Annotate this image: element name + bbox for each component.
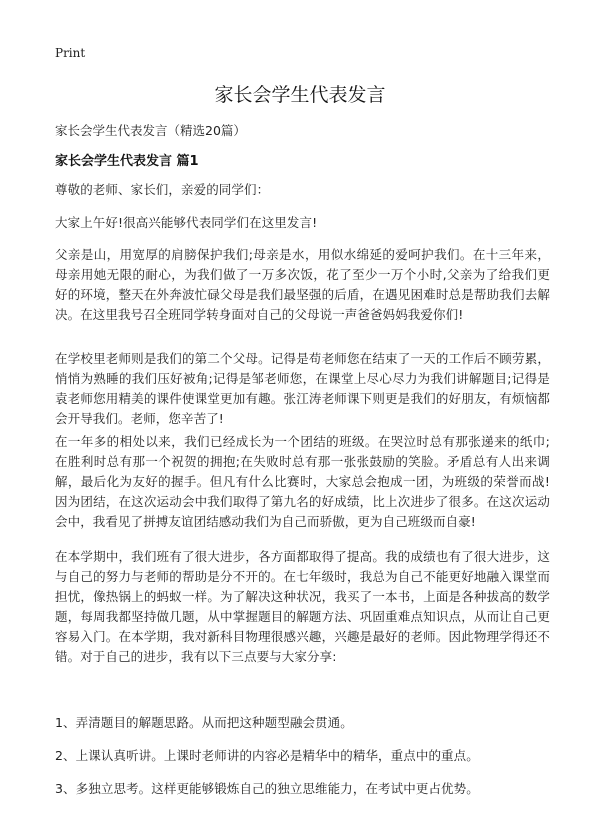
list-item: 2、上课认真听讲。上课时老师讲的内容必是精华中的精华，重点中的重点。 [55,748,479,763]
section-title: 家长会学生代表发言 篇1 [55,154,199,169]
progress-paragraph: 在本学期中，我们班有了很大进步，各方面都取得了提高。我的成绩也有了很大进步，这与自己的努力与老师的帮助是分不开的。在七年级时，我总为自己不能更好地融入课堂而担忧，像热锅上的蚂蚁一样。为了解决这种状况，我买了一本书，上面是各种拔高的数学题，每周我都坚持做几题，从中掌握题目的解题方法、巩固重难点知识点，从而让自己更容易入门。在本学期，我对新科目物理很感兴趣，兴趣是最好的老师。因此物理学得还不错。对于自己的进步，我有以下三点要与大家分享: [55,549,550,664]
list-item: 1、弄清题目的解题思路。从而把这种题型融会贯通。 [55,715,353,730]
print-label[interactable]: Print [55,46,86,60]
document-subtitle: 家长会学生代表发言（精选20篇） [55,123,246,138]
page-title: 家长会学生代表发言 [214,84,386,106]
teachers-paragraph: 在学校里老师则是我们的第二个父母。记得是苟老师您在结束了一天的工作后不顾劳累，悄悄为熟睡的我们压好被角;记得是邹老师您，在课堂上尽心尽力为我们讲解题目;记得是袁老师您用精美的课件使课堂更加有趣。张江涛老师课下则更是我们的好朋友，有烦恼都会开导我们。老师，您辛苦了! [55,351,550,426]
parents-paragraph: 父亲是山，用宽厚的肩膀保护我们;母亲是水，用似水绵延的爱呵护我们。在十三年来，母亲用她无限的耐心，为我们做了一万多次饭，花了至少一万个小时,父亲为了给我们更好的环境，整天在外奔波忙碌父母是我们最坚强的后盾，在遇见困难时总是帮助我们去解决。在这里我号召全班同学转身面对自己的父母说一声爸爸妈妈我爱你们! [55,247,550,322]
opening-paragraph: 大家上午好!很高兴能够代表同学们在这里发言! [55,215,318,230]
class-paragraph: 在一年多的相处以来，我们已经成长为一个团结的班级。在哭泣时总有那张递来的纸巾;在胜利时总有那一个祝贺的拥抱;在失败时总有那一张张鼓励的笑脸。矛盾总有人出来调解，最后化为友好的握手。但凡有什么比赛时，大家总会抱成一团，为班级的荣誉而战!因为团结，在这次运动会中我们取得了第九名的好成绩，比上次进步了很多。在这次运动会中，我看见了拼搏友谊团结感动我们为自己而骄傲，更为自己班级而自豪! [55,434,550,529]
list-item: 3、多独立思考。这样更能够锻炼自己的独立思维能力，在考试中更占优势。 [55,781,479,796]
greeting-paragraph: 尊敬的老师、家长们，亲爱的同学们： [55,182,270,197]
